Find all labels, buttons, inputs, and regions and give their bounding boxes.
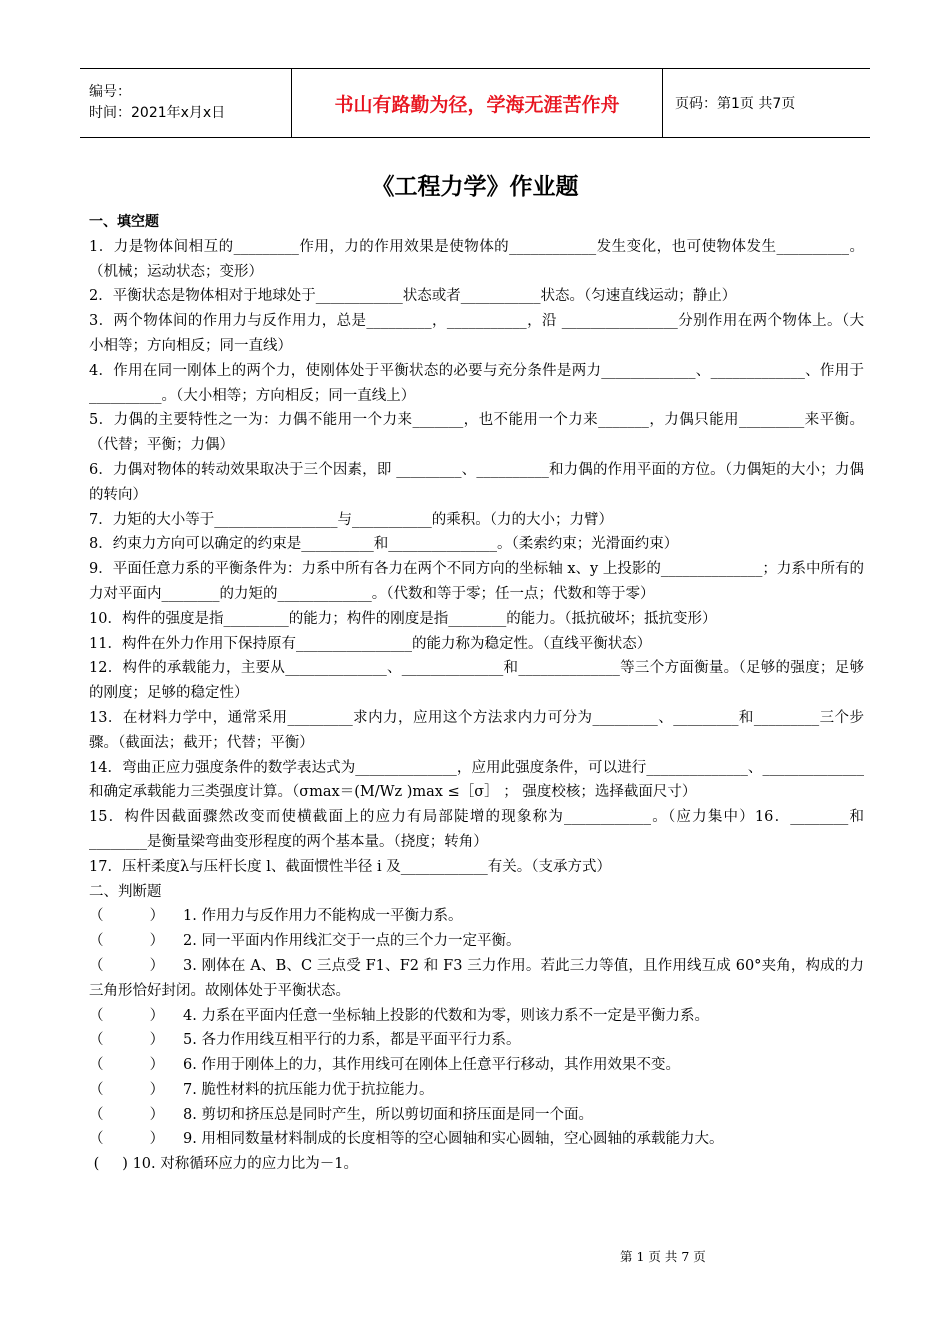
header-left-cell [80,69,292,137]
fill-question-12: 12．构件的承载能力，主要从______________、______________和______________等三个方面衡量。（足够的强度；足够的刚度；足够的稳定性） [89,660,864,702]
answer-parentheses: （ ） [89,1032,165,1049]
fill-question-5: 5．力偶的主要特性之一为：力偶不能用一个力来_______，也不能用一个力来_______，力偶只能用_________来平衡。（代替；平衡；力偶） [89,412,864,454]
document-body [89,210,864,1177]
judge-question-text: 5. 各力作用线互相平行的力系，都是平面平行力系。 [183,1032,521,1049]
judge-question-8 [89,1103,864,1128]
judge-question-4 [89,1004,864,1029]
fill-question-4: 4．作用在同一刚体上的两个力，使刚体处于平衡状态的必要与充分条件是两力_____________、_____________、作用于__________。（大小相等；方向相反；同一直线上） [89,362,864,404]
answer-parentheses: （ ） [89,957,165,974]
fill-question-1: 1．力是物体间相互的_________作用，力的作用效果是使物体的____________发生变化，也可使物体发生__________。（机械；运动状态；变形） [89,238,864,280]
page-count-label: 页码：第1页 共7页 [675,96,796,112]
fill-question-7: 7．力矩的大小等于_________________与___________的乘积。（力的大小；力臂） [89,511,613,528]
judge-question-7 [89,1078,864,1103]
judge-question-text: 2. 同一平面内作用线汇交于一点的三个力一定平衡。 [183,933,521,950]
fill-question-9: 9．平面任意力系的平衡条件为：力系中所有各力在两个不同方向的坐标轴 x、y 上投影的______________；力系中所有的力对平面内________的力矩的_____________。（代数和等于零；任一点；代数和等于零） [89,561,864,602]
judge-question-5 [89,1028,864,1053]
judge-question-text: 6. 作用于刚体上的力，其作用线可在刚体上任意平行移动，其作用效果不变。 [183,1057,680,1074]
header-motto-cell [292,69,663,137]
fill-question-14: 14．弯曲正应力强度条件的数学表达式为______________，应用此强度条件，可以进行______________、______________和确定承载能力三类强度计算。（σmax＝(M/Wz )max ≤［σ］ ； 强度校核；选择截面尺寸） [89,759,864,801]
judge-question-3 [89,954,864,1004]
fill-question-6: 6．力偶对物体的转动效果取决于三个因素，即 _________、__________和力偶的作用平面的方位。（力偶矩的大小；力偶的转向） [89,461,864,503]
answer-parentheses: （ ） [89,1106,165,1123]
answer-parentheses: （ ） [89,933,165,950]
judge-question-10: ( ) 10. 对称循环应力的应力比为－1。 [89,1156,358,1173]
fill-question-11: 11．构件在外力作用下保持原有________________的能力称为稳定性。（直线平衡状态） [89,635,652,652]
document-number-label: 编号： [89,84,131,100]
section-heading-fill-in: 一、填空题 [89,214,159,230]
judge-question-9 [89,1127,864,1152]
document-time-label: 时间：2021年x月x日 [89,105,226,121]
judge-question-text: 1. 作用力与反作用力不能构成一平衡力系。 [183,908,463,925]
page-footer: 第 1 页 共 7 页 [620,1249,706,1264]
fill-question-3: 3．两个物体间的作用力与反作用力，总是_________，___________，沿 ________________分别作用在两个物体上。（大小相等；方向相反；同一直线） [89,313,864,354]
header-motto: 书山有路勤为径，学海无涯苦作舟 [334,93,620,116]
judge-question-1 [89,904,864,929]
document-title: 《工程力学》作业题 [371,174,579,200]
header-right-cell [663,69,870,137]
document-header [80,68,870,138]
fill-question-13: 13．在材料力学中，通常采用_________求内力，应用这个方法求内力可分为_________、_________和_________三个步骤。（截面法；截开；代替；平衡） [89,709,864,751]
judge-question-text: 4. 力系在平面内任意一坐标轴上投影的代数和为零，则该力系不一定是平衡力系。 [183,1007,709,1024]
fill-question-10: 10．构件的强度是指_________的能力；构件的刚度是指________的能力。（抵抗破坏；抵抗变形） [89,610,717,627]
fill-question-2: 2．平衡状态是物体相对于地球处于____________状态或者___________状态。（匀速直线运动；静止） [89,288,737,305]
judge-question-text: 9. 用相同数量材料制成的长度相等的空心圆轴和实心圆轴，空心圆轴的承载能力大。 [183,1131,724,1148]
judge-question-6 [89,1053,864,1078]
answer-parentheses: （ ） [89,1057,165,1074]
judge-question-text: 8. 剪切和挤压总是同时产生，所以剪切面和挤压面是同一个面。 [183,1106,593,1123]
answer-parentheses: （ ） [89,908,165,925]
section-heading-true-false: 二、判断题 [89,883,162,900]
answer-parentheses: （ ） [89,1081,165,1098]
fill-question-8: 8．约束力方向可以确定的约束是__________和_______________。（柔索约束；光滑面约束） [89,536,679,553]
judge-question-text: 7. 脆性材料的抗压能力优于抗拉能力。 [183,1081,434,1098]
judge-question-text: 3. 刚体在 A、B、C 三点受 F1、F2 和 F3 三力作用。若此三力等值，且作用线互成 60°夹角，构成的力三角形恰好封闭。故刚体处于平衡状态。 [89,957,864,999]
judge-question-2 [89,929,864,954]
answer-parentheses: （ ） [89,1007,165,1024]
fill-question-15-16: 15．构件因截面骤然改变而使横截面上的应力有局部陡增的现象称为____________。（应力集中）16．________和________是衡量梁弯曲变形程度的两个基本量。（挠度；转角） [89,809,864,850]
answer-parentheses: （ ） [89,1131,165,1148]
fill-question-17: 17．压杆柔度λ与压杆长度 l、截面惯性半径 i 及____________有关。（支承方式） [89,858,611,875]
